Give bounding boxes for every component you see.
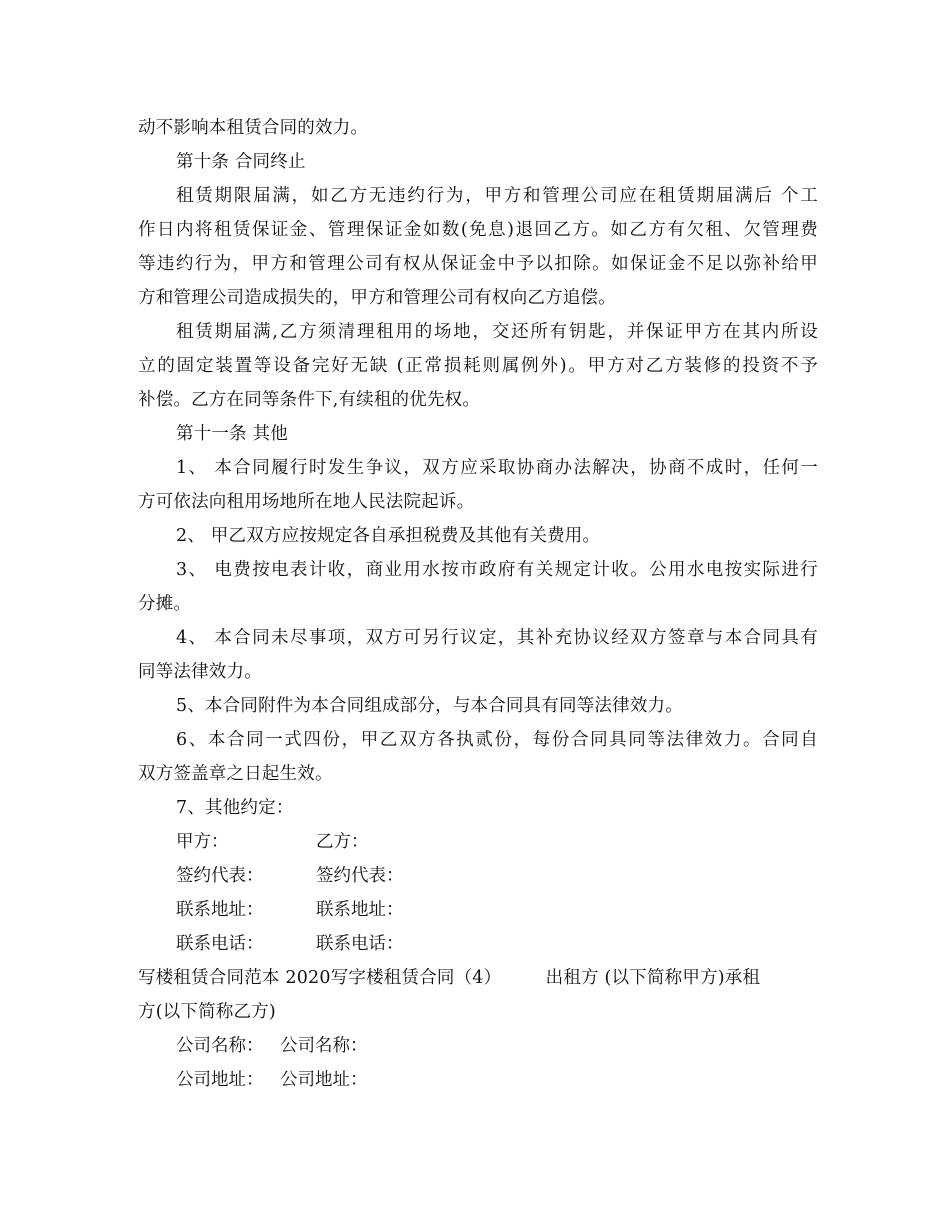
party-a-label: 甲方： [176,832,229,852]
party-b-company-address-label: 公司地址： [280,1070,368,1090]
party-a-representative-label: 签约代表： [176,866,264,886]
paragraph-line: 6、本合同一式四份，甲乙双方各执贰份，每份合同具同等法律效力。合同自 [176,730,818,750]
party-b-address-label: 联系地址： [316,900,404,920]
paragraph-line: 2、 甲乙双方应按规定各自承担税费及其他有关费用。 [176,526,601,546]
paragraph-line: 等违约行为，甲方和管理公司有权从保证金中予以扣除。如保证金不足以弥补给甲 [138,254,818,274]
party-b-company-name-label: 公司名称： [280,1036,368,1056]
party-a-company-address-label: 公司地址： [176,1070,264,1090]
section-heading: 第十条 合同终止 [176,152,306,172]
party-a-company-name-label: 公司名称： [176,1036,264,1056]
section-heading: 第十一条 其他 [176,424,288,444]
next-document-title-line: 方(以下简称乙方) [138,1002,276,1022]
paragraph-line: 补偿。乙方在同等条件下,有续租的优先权。 [138,390,481,410]
paragraph-line: 双方签盖章之日起生效。 [138,764,333,784]
party-a-phone-label: 联系电话： [176,934,264,954]
party-a-address-label: 联系地址： [176,900,264,920]
paragraph-line: 作日内将租赁保证金、管理保证金如数(免息)退回乙方。如乙方有欠租、欠管理费 [138,220,818,240]
paragraph-line: 动不影响本租赁合同的效力。 [138,118,369,138]
paragraph-line: 7、其他约定： [176,798,294,818]
paragraph-line: 方可依法向租用场地所在地人民法院起诉。 [138,492,475,512]
paragraph-line: 4、 本合同未尽事项，双方可另行议定，其补充协议经双方签章与本合同具有 [176,628,818,648]
paragraph-line: 方和管理公司造成损失的，甲方和管理公司有权向乙方追偿。 [138,288,616,308]
party-b-label: 乙方： [316,832,369,852]
party-b-phone-label: 联系电话： [316,934,404,954]
paragraph-line: 5、本合同附件为本合同组成部分，与本合同具有同等法律效力。 [176,696,683,716]
next-document-title-line: 写楼租赁合同范本 2020写字楼租赁合同（4） 出租方 (以下简称甲方)承租 [138,968,761,988]
paragraph-line: 租赁期限届满，如乙方无违约行为，甲方和管理公司应在租赁期届满后 个工 [176,186,818,206]
paragraph-line: 立的固定装置等设备完好无缺 (正常损耗则属例外)。甲方对乙方装修的投资不予 [138,356,818,376]
paragraph-line: 3、 电费按电表计收，商业用水按市政府有关规定计收。公用水电按实际进行 [176,560,818,580]
paragraph-line: 1、 本合同履行时发生争议，双方应采取协商办法解决，协商不成时，任何一 [176,458,818,478]
paragraph-line: 同等法律效力。 [138,662,262,682]
paragraph-line: 租赁期届满,乙方须清理租用的场地，交还所有钥匙，并保证甲方在其内所设 [176,322,818,342]
paragraph-line: 分摊。 [138,594,192,614]
party-b-representative-label: 签约代表： [316,866,404,886]
